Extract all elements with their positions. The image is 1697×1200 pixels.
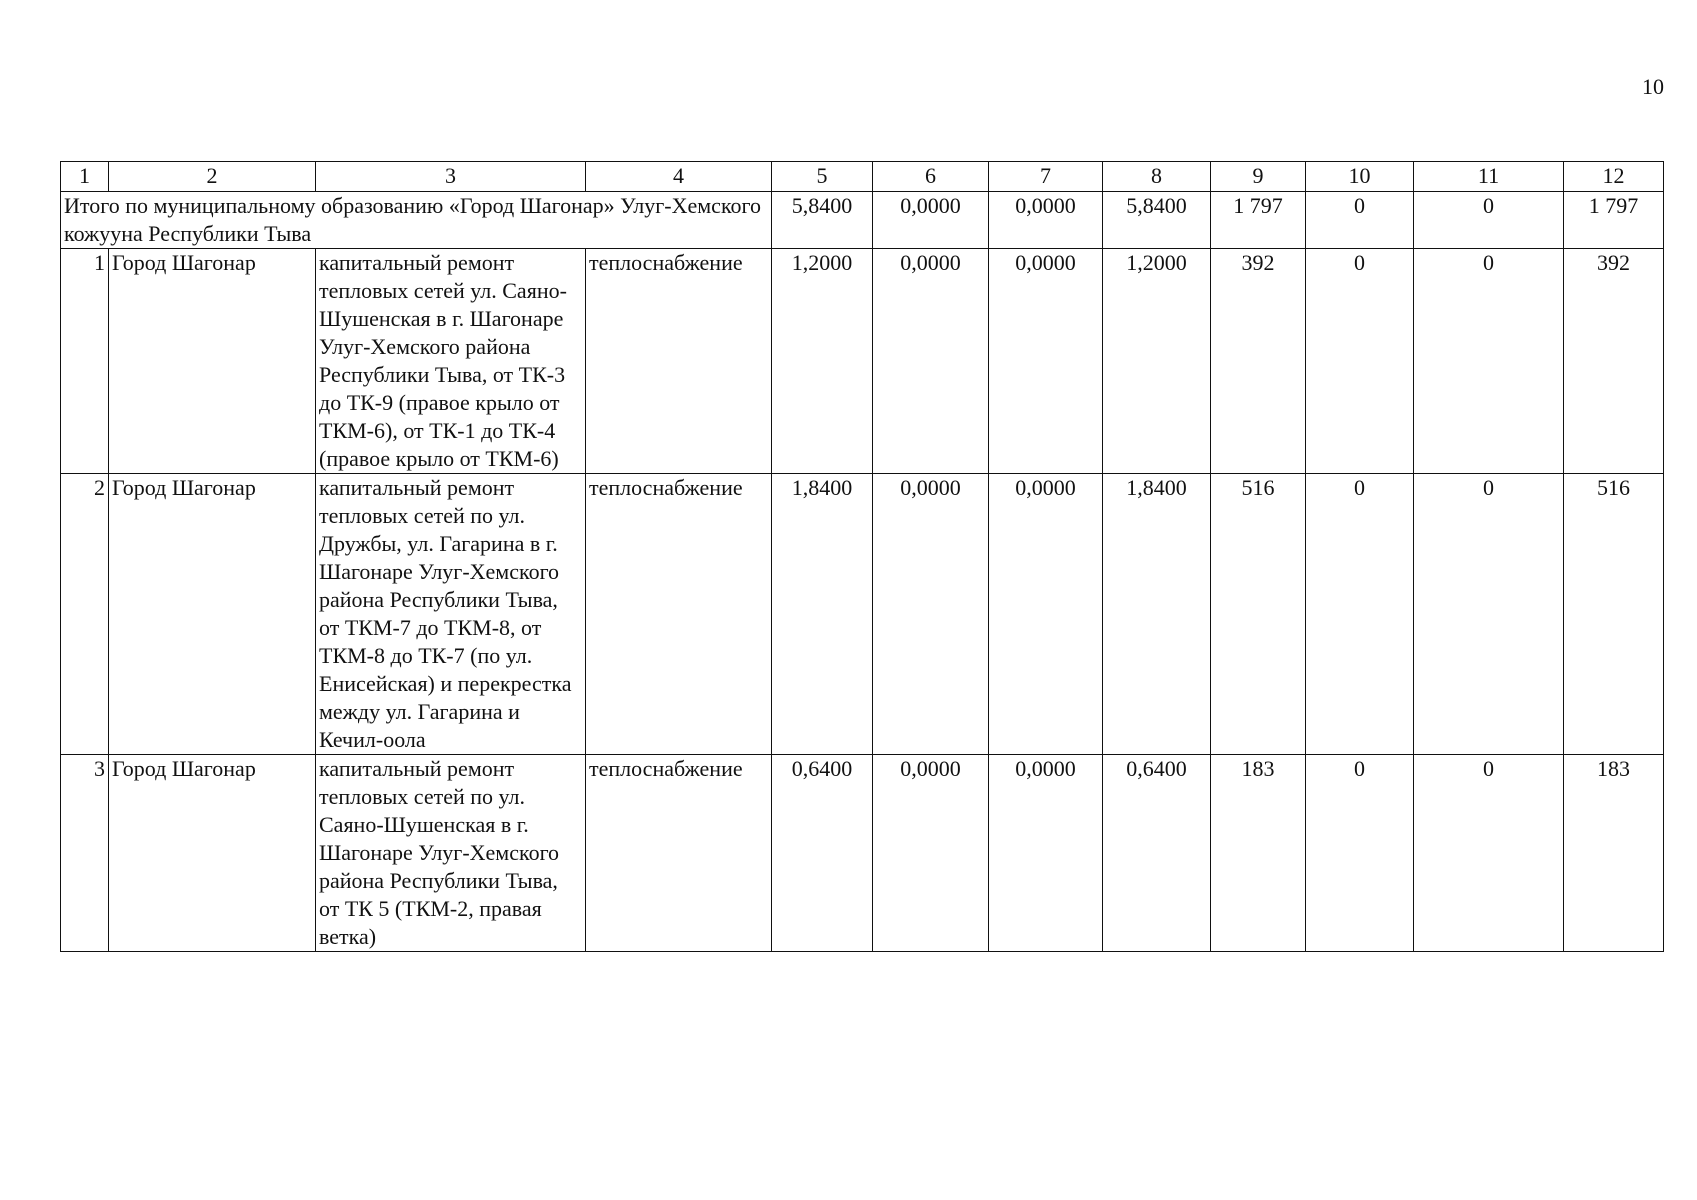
column-number: 10	[1306, 162, 1414, 192]
value-cell: 0,0000	[873, 755, 989, 952]
value-cell: 1,2000	[1103, 249, 1211, 474]
value-cell: 1,8400	[772, 474, 873, 755]
value-cell: 0,6400	[772, 755, 873, 952]
table-row	[61, 755, 1664, 952]
value-cell: 392	[1211, 249, 1306, 474]
value-cell: 0,0000	[989, 755, 1103, 952]
municipality-cell: Город Шагонар	[109, 474, 316, 755]
table-row	[61, 474, 1664, 755]
value-cell: 0,0000	[989, 474, 1103, 755]
value-cell: 183	[1211, 755, 1306, 952]
column-number: 7	[989, 162, 1103, 192]
column-number: 5	[772, 162, 873, 192]
value-cell: 1,2000	[772, 249, 873, 474]
value-cell: 0,6400	[1103, 755, 1211, 952]
total-label: Итого по муниципальному образованию «Город Шагонар» Улуг-Хемского кожууна Республики Тыва	[61, 192, 772, 249]
column-number-row	[61, 162, 1664, 192]
column-number: 9	[1211, 162, 1306, 192]
column-number: 11	[1414, 162, 1564, 192]
total-value: 5,8400	[772, 192, 873, 249]
column-number: 3	[316, 162, 586, 192]
value-cell: 0,0000	[873, 249, 989, 474]
column-number: 8	[1103, 162, 1211, 192]
total-value: 0	[1414, 192, 1564, 249]
column-number: 12	[1564, 162, 1664, 192]
value-cell: 0	[1306, 249, 1414, 474]
value-cell: 0	[1414, 755, 1564, 952]
category-cell: теплоснабжение	[586, 249, 772, 474]
total-row	[61, 192, 1664, 249]
value-cell: 0	[1414, 474, 1564, 755]
total-value: 0,0000	[989, 192, 1103, 249]
column-number: 6	[873, 162, 989, 192]
total-value: 0,0000	[873, 192, 989, 249]
value-cell: 0	[1414, 249, 1564, 474]
column-number: 2	[109, 162, 316, 192]
description-cell: капитальный ремонт тепловых сетей ул. Саяно-Шушенская в г. Шагонаре Улуг-Хемского района Республики Тыва, от ТК-3 до ТК-9 (правое крыло от ТКМ-6), от ТК-1 до ТК-4 (правое крыло от ТКМ-6)	[316, 249, 586, 474]
row-index: 1	[61, 249, 109, 474]
column-number: 1	[61, 162, 109, 192]
total-value: 1 797	[1211, 192, 1306, 249]
category-cell: теплоснабжение	[586, 474, 772, 755]
row-index: 2	[61, 474, 109, 755]
column-number: 4	[586, 162, 772, 192]
value-cell: 1,8400	[1103, 474, 1211, 755]
value-cell: 0	[1306, 755, 1414, 952]
total-value: 0	[1306, 192, 1414, 249]
value-cell: 183	[1564, 755, 1664, 952]
category-cell: теплоснабжение	[586, 755, 772, 952]
description-cell: капитальный ремонт тепловых сетей по ул. Дружбы, ул. Гагарина в г. Шагонаре Улуг-Хемского района Республики Тыва, от ТКМ-7 до ТКМ-8, от ТКМ-8 до ТК-7 (по ул. Енисейская) и перекрестка между ул. Гагарина и Кечил-оола	[316, 474, 586, 755]
page-number: 10	[1642, 74, 1664, 99]
row-index: 3	[61, 755, 109, 952]
municipality-cell: Город Шагонар	[109, 249, 316, 474]
program-table	[60, 161, 1664, 952]
value-cell: 0	[1306, 474, 1414, 755]
value-cell: 392	[1564, 249, 1664, 474]
value-cell: 0,0000	[989, 249, 1103, 474]
municipality-cell: Город Шагонар	[109, 755, 316, 952]
description-cell: капитальный ремонт тепловых сетей по ул. Саяно-Шушенская в г. Шагонаре Улуг-Хемского района Республики Тыва, от ТК 5 (ТКМ-2, правая ветка)	[316, 755, 586, 952]
value-cell: 516	[1211, 474, 1306, 755]
total-value: 1 797	[1564, 192, 1664, 249]
value-cell: 516	[1564, 474, 1664, 755]
value-cell: 0,0000	[873, 474, 989, 755]
total-value: 5,8400	[1103, 192, 1211, 249]
table-row	[61, 249, 1664, 474]
